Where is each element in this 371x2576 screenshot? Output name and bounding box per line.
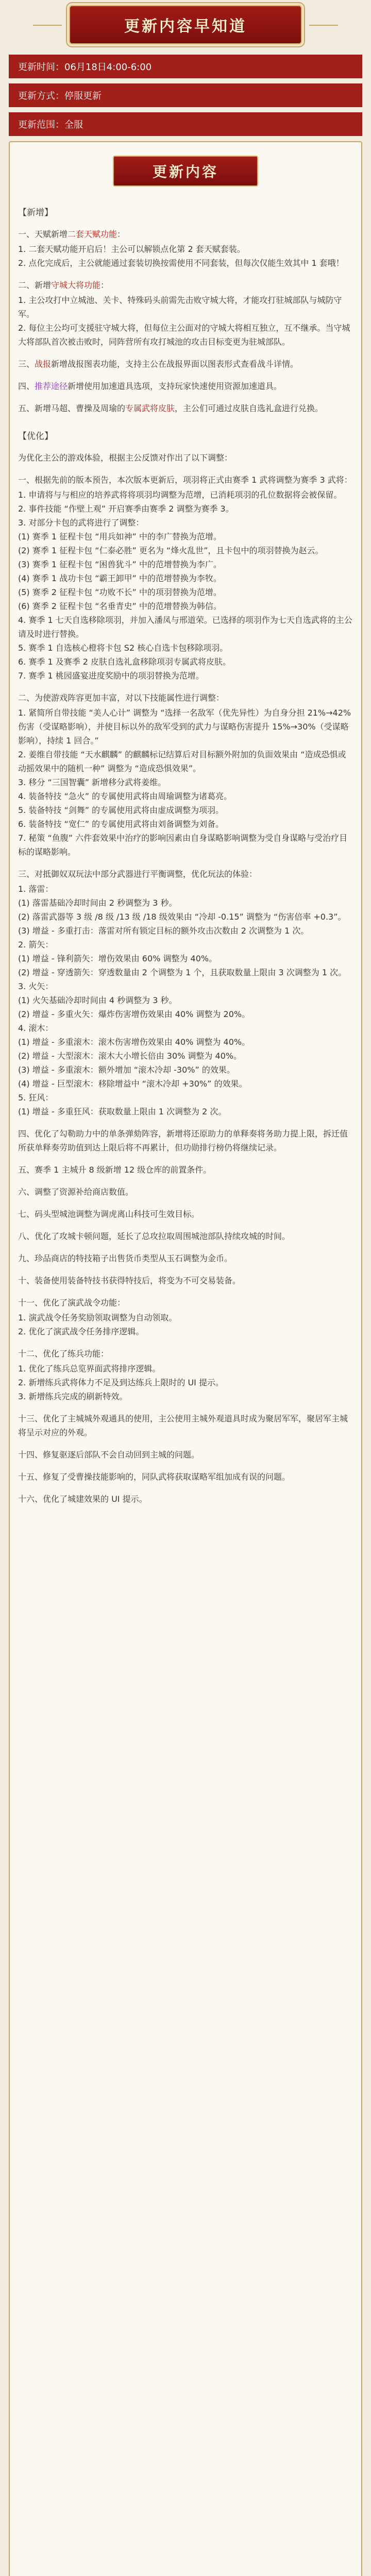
section-line: (3) 增益 - 多重滚木：额外增加 “滚木冷却 -30%” 的效果。 [18,1065,235,1075]
section-line: 5. 装备特技 “剑舞” 的专属使用武将由虚成调整为项羽。 [18,805,224,815]
section-title: 五、赛季 1 主城升 8 级新增 12 级仓库的前置条件。 [18,1165,212,1175]
section-line: 2. 新增练兵武将体力不足及到达练兵上限时的 UI 提示。 [18,1378,224,1387]
meta-scope [9,112,362,136]
section-title [18,379,353,393]
section-title [18,401,353,415]
section-line: 4. 装备特技 “急火” 的专属使用武将由周瑜调整为诸葛亮。 [18,791,232,801]
section-title: 一、根据先前的版本预告，本次版本更新后，项羽将正式由赛季 1 武将调整为赛季 3 武将： [18,475,352,485]
section-title: 二、为使游戏阵容更加丰富，对以下技能属性进行调整： [18,693,225,703]
section-title: 四、优化了勾勒助力中的单条弹劾阵容，新增将还原助力的单释奏将务助力提上限，拆迁值所获单释奏劳助值到达上限后将不再累计，但功勋排行榜仍将继续记录。 [18,1129,348,1153]
optimize-section [18,1229,353,1243]
section-line: (2) 增益 - 大型滚木：滚木大小增长倍由 30% 调整为 40%。 [18,1051,242,1061]
section-title-text: ： [100,280,109,290]
section-line: 2. 优化了演武战令任务排序逻辑。 [18,1327,144,1336]
section-title: 十六、优化了城建效果的 UI 提示。 [18,1494,147,1504]
section-title: 十、装备使用装备特技书获得特技后，将变为不可交易装备。 [18,1276,241,1285]
section-title-highlight: 专属武将皮肤 [125,403,175,413]
section-line: 4. 赛季 1 七天自选移除项羽，并加入潘凤与邢道荣。已选择的项羽作为七天自选武将的主公请及时进行替换。 [18,615,352,639]
meta-method [9,83,362,107]
section-title-highlight: 二套天赋功能 [68,229,117,239]
section-line: 1. 申请将与与相应的培养武将将项羽均调整为范增，已消耗项羽的孔位数据将会被保留。 [18,490,342,500]
section-title-text: 三、 [18,359,35,369]
optimize-section [18,1470,353,1484]
section-line: (1) 落雷基础冷却时间由 2 秒调整为 3 秒。 [18,898,177,908]
section-line: 3. 对部分卡包的武将进行了调整： [18,518,144,528]
optimize-section [18,1296,353,1338]
section-line: (2) 赛季 1 征程卡包 “仁泰必胜” 更名为 “烽火乱世”，且卡包中的项羽替换为赵云。 [18,546,324,555]
optimize-section [18,1207,353,1221]
section-line: (1) 赛季 1 征程卡包 “用兵如神” 中的李广替换为范增。 [18,532,222,541]
optimize-section [18,1127,353,1155]
section-title-highlight: 推荐途径 [35,381,68,391]
optimize-intro: 为优化主公的游戏体验，根据主公反馈对作出了以下调整： [18,453,233,463]
new-section-list [18,227,353,415]
section-title-text: ，主公们可通过皮肤自选礼盒进行兑换。 [175,403,324,413]
new-section [18,278,353,349]
section-title-text: 四、 [18,381,35,391]
section-line: 5. 赛季 1 自选核心橙将卡包 S2 核心自选卡包移除项羽。 [18,643,228,653]
optimize-section [18,1412,353,1439]
section-title-text: 一、天赋新增 [18,229,68,239]
section-line: 5. 狂风： [18,1093,54,1103]
optimize-section [18,1185,353,1199]
section-title: 八、优化了攻城卡顿问题，延长了总攻拉取周围城池部队持续攻城的时间。 [18,1231,291,1241]
section-line: 7. 秘策 “鱼腹” 六件套效果中治疗的影响因素由自身谋略影响调整为受自身谋略与受治疗目标的谋略影响。 [18,833,348,857]
optimize-section [18,867,353,1118]
optimize-section-list [18,473,353,1506]
section-line: 3. 火矢： [18,981,54,991]
new-section [18,227,353,270]
section-title: 九、珍品商店的特技箱子出售货币类型从玉石调整为金币。 [18,1253,233,1263]
section-title: 七、码头型城池调整为调虎离山科技可生效目标。 [18,1209,200,1219]
section-line: 6. 赛季 1 及赛季 2 皮肤自选礼盒移除项羽专属武将皮肤。 [18,657,231,667]
section-title [18,227,353,241]
new-section [18,401,353,415]
section-title: 十二、优化了练兵功能： [18,1349,109,1359]
section-line: (1) 增益 - 锋利箭矢：增伤效果由 60% 调整为 40%。 [18,954,217,963]
page-title: 更新内容早知道 [124,18,247,36]
section-title: 十五、修复了受曹操技能影响的，同队武将获取谋略军组加成有误的问题。 [18,1472,291,1482]
section-line: 2. 每位主公均可支援驻守城大将，但每位主公面对的守城大将相互独立，互不继承。当守城大将部队首次被击败时，同阵营所有攻打城池的攻击目标变更为驻城部队。 [18,323,350,347]
meta-value: 06月18日4:00-6:00 [64,62,152,73]
section-line: (4) 增益 - 巨型滚木：移除增益中 “滚木冷却 +30%” 的效果。 [18,1079,247,1089]
section-line: 3. 新增练兵完成的刷新特效。 [18,1392,128,1401]
section-line: 2. 箭矢： [18,940,54,950]
section-line: (2) 落雷武器等 3 级 /8 级 /13 级 /18 级效果由 “冷却 -0.15” 调整为 “伤害倍率 +0.3”。 [18,912,346,922]
optimize-section [18,1274,353,1287]
optimize-section [18,473,353,683]
page [0,5,371,2576]
meta-label: 更新时间： [18,62,64,73]
section-line: 2. 点化完成后，主公就能通过套装切换按需使用不同套装，但每次仅能生效其中 1 套哦！ [18,258,344,268]
section-line: (3) 赛季 1 征程卡包 “困兽犹斗” 中的范增替换为李广。 [18,560,222,569]
section-title-text: 新增战报图表功能，支持主公在战报界面以图表形式查看战斗详情。 [51,359,299,369]
meta-value: 停服更新 [64,91,102,101]
section-line: (6) 赛季 2 征程卡包 “名垂青史” 中的范增替换为韩信。 [18,601,222,611]
section-title: 十三、优化了主城城外观通具的使用，主公使用主城外观道具时成为聚居军军，聚居军主城将呈示对应的外观。 [18,1414,348,1437]
section-line: 1. 紧简所自带技能 “美人心计” 调整为 “选择一名敌军（优先异性）为自身分担 21%→42% 伤害（受谋略影响），并使目标以外的敌军受到的武力与谋略伤害提升 15%→30%（受谋略影响），持续 1 回合。” [18,708,351,745]
section-title: 十四、修复驱逐后部队不会自动回到主城的问题。 [18,1450,200,1460]
section-title [18,278,353,292]
update-meta [9,55,362,136]
section-line: 6. 装备特技 “宽仁” 的专属使用武将由刘备调整为刘备。 [18,819,224,829]
section-title: 六、调整了资源补给商店数值。 [18,1187,134,1197]
section-line: 3. 移分 “三国智囊” 新增移分武将姜维。 [18,777,166,787]
section-line: 1. 落雷： [18,884,54,894]
section-title-text: ： [117,229,126,239]
optimize-section [18,1448,353,1462]
tag-optimize: 【优化】 [18,431,53,442]
meta-label: 更新范围： [18,120,64,130]
content-card [9,141,362,2576]
section-line: 1. 优化了练兵总览界面武将排序逻辑。 [18,1364,161,1374]
section-line: 1. 主公攻打中立城池、关卡、特殊码头前需先击败守城大将，才能攻打驻城部队与城防守军。 [18,295,342,319]
new-section [18,379,353,393]
section-line: 1. 二套天赋功能开启后！主公可以解锁点化第 2 套天赋套装。 [18,244,245,254]
meta-label: 更新方式： [18,91,64,101]
section-line: 7. 赛季 1 桃园盛宴进度奖励中的项羽替换为范增。 [18,671,204,681]
section-title: 三、对抵御奴双玩法中部分武器进行平衡调整，优化玩法的体验： [18,869,258,879]
optimize-section [18,1492,353,1506]
section-title-text: 新增使用加速道具选项，支持玩家快速使用资源加速道具。 [68,381,282,391]
section-line: (3) 增益 - 多重打击：落雷对所有锁定目标的额外攻击次数由 2 次调整为 1 次。 [18,926,309,936]
new-section [18,357,353,371]
optimize-section [18,1163,353,1177]
content-title: 更新内容 [113,156,258,187]
section-title-text: 五、新增马超、曹操及周瑜的 [18,403,126,413]
section-line: (5) 赛季 2 征程卡包 “功败不长” 中的项羽替换为范增。 [18,587,222,597]
optimize-section [18,691,353,859]
section-title-text: 二、新增 [18,280,52,290]
section-line: (1) 增益 - 多重狂风：获取数量上限由 1 次调整为 2 次。 [18,1107,227,1116]
tag-new: 【新增】 [18,208,53,218]
section-line: (4) 赛季 1 战功卡包 “霸王卸甲” 中的范增替换为李牧。 [18,573,222,583]
section-line: 1. 演武战令任务奖励领取调整为自动领取。 [18,1313,177,1323]
section-line: (2) 增益 - 穿透箭矢：穿透数量由 2 个调整为 1 个，且获取数量上限由 3 次调整为 1 次。 [18,968,347,977]
section-line: 2. 事件技能 “作壁上观” 开启赛季由赛季 2 调整为赛季 3。 [18,504,234,514]
section-line: 4. 滚木： [18,1023,54,1033]
section-title: 十一、优化了演武战令功能： [18,1298,126,1308]
section-line: (1) 火矢基础冷却时间由 4 秒调整为 3 秒。 [18,995,177,1005]
meta-value: 全服 [64,120,83,130]
section-line: (1) 增益 - 多重滚木：滚木伤害增伤效果由 40% 调整为 40%。 [18,1037,250,1047]
meta-time [9,55,362,78]
optimize-section [18,1347,353,1403]
optimize-section [18,1251,353,1265]
section-title [18,357,353,371]
section-line: 2. 姜维自带技能 “天水麒麟” 的麒麟标记结算后对目标额外附加的负面效果由 “造成恐惧或动摇效果中的随机一种” 调整为 “造成恐惧效果”。 [18,750,346,773]
section-line: (2) 增益 - 多重火矢：爆炸伤害增伤效果由 40% 调整为 20%。 [18,1009,250,1019]
header-banner [69,5,302,44]
section-title-highlight: 战报 [35,359,52,369]
section-title-highlight: 守城大将功能 [51,280,101,290]
